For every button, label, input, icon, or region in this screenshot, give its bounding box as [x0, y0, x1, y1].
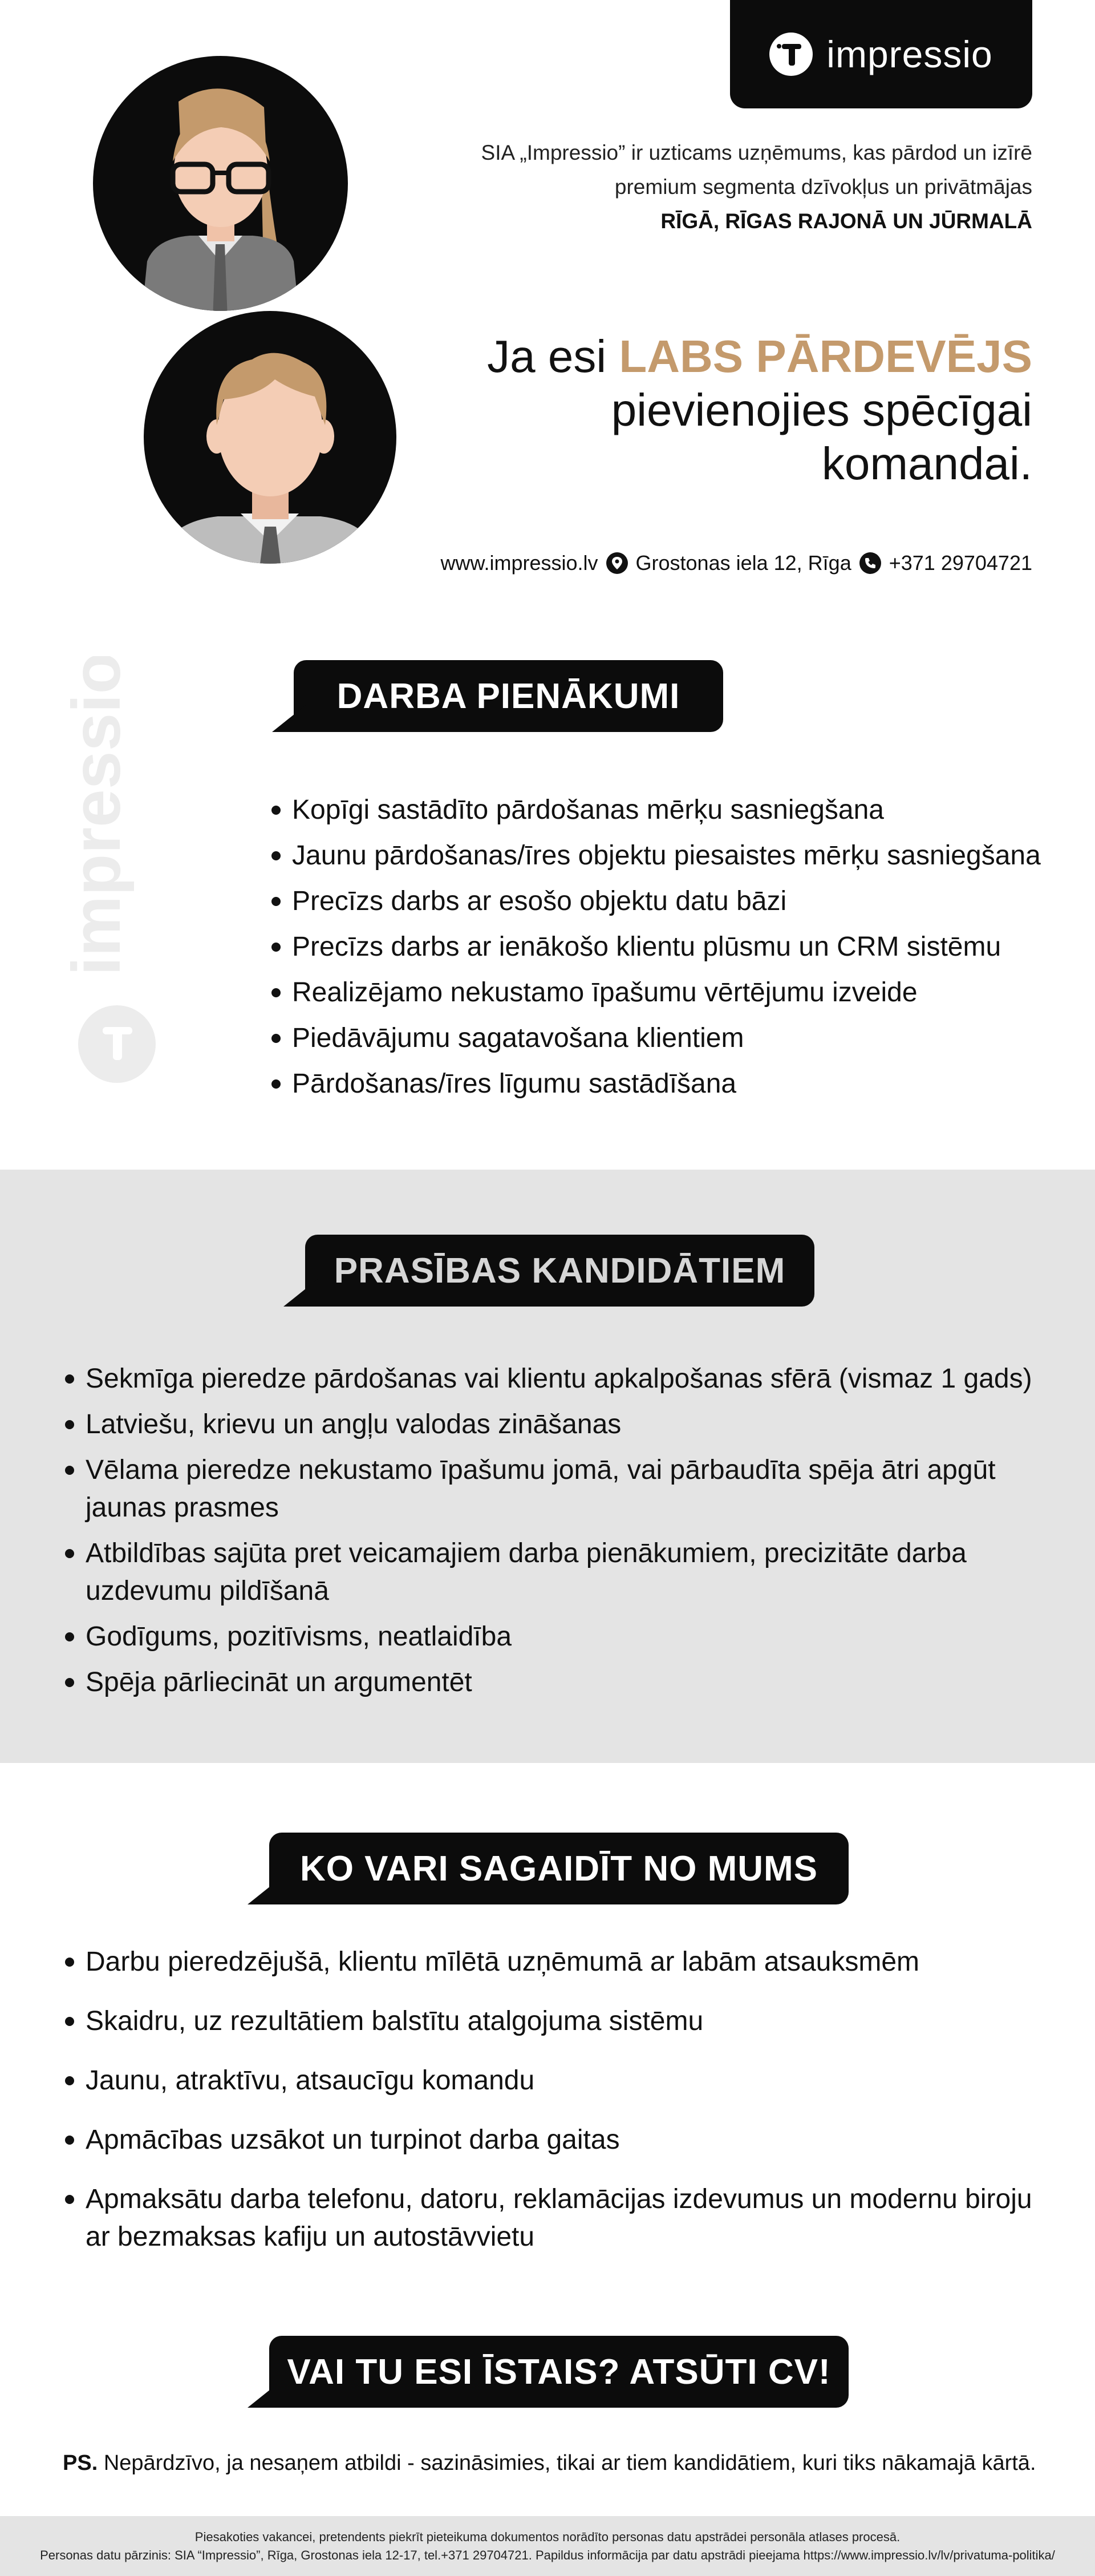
contact-bar [440, 551, 1032, 575]
list-item: Pārdošanas/īres līgumu sastādīšana [268, 1061, 1041, 1107]
brand-name: impressio [826, 33, 993, 75]
list-item: Apmācības uzsākot un turpinot darba gaitas [62, 2121, 1043, 2159]
tagline-line-2: pievienojies spēcīgai [611, 385, 1032, 435]
list-item: Piedāvājumu sagatavošana klientiem [268, 1016, 1041, 1061]
website-link[interactable]: www.impressio.lv [440, 551, 598, 575]
intro-line-2: premium segmenta dzīvokļus un privātmājas [614, 175, 1032, 199]
tagline-line-3: komandai. [821, 438, 1032, 489]
male-avatar-illustration [144, 311, 396, 564]
phone-link[interactable]: +371 29704721 [889, 551, 1032, 575]
list-item: Godīgums, pozitīvisms, neatlaidība [62, 1618, 1043, 1656]
offers-heading: KO VARI SAGAIDĪT NO MUMS [269, 1833, 849, 1904]
list-item: Sekmīga pieredze pārdošanas vai klientu apkalpošanas sfērā (vismaz 1 gads) [62, 1360, 1043, 1398]
list-item: Atbildības sajūta pret veicamajiem darba pienākumiem, precizitāte darba uzdevumu pildīšanā [62, 1535, 1043, 1610]
list-item: Skaidru, uz rezultātiem balstītu atalgojuma sistēmu [62, 2003, 1043, 2040]
company-intro [405, 136, 1032, 238]
tagline-line-1 [405, 330, 1032, 383]
apply-cta-heading[interactable]: VAI TU ESI ĪSTAIS? ATSŪTI CV! [269, 2336, 849, 2408]
tagline [405, 330, 1032, 491]
tagline-prefix: Ja esi [487, 331, 619, 382]
list-item: Kopīgi sastādīto pārdošanas mērķu sasniegšana [268, 787, 1041, 833]
duties-list [268, 787, 1041, 1107]
list-item: Jaunu pārdošanas/īres objektu piesaistes mērķu sasniegšana [268, 833, 1041, 879]
duties-heading: DARBA PIENĀKUMI [294, 660, 723, 732]
female-avatar-illustration [93, 56, 348, 311]
offers-list [62, 1943, 1043, 2278]
list-item: Precīzs darbs ar ienākošo klientu plūsmu un CRM sistēmu [268, 924, 1041, 970]
ps-label: PS. [63, 2451, 98, 2475]
phone-icon [859, 552, 881, 574]
list-item: Spēja pārliecināt un argumentēt [62, 1664, 1043, 1701]
list-item: Vēlama pieredze nekustamo īpašumu jomā, vai pārbaudīta spēja ātri apgūt jaunas prasmes [62, 1451, 1043, 1527]
footer-controller: Personas datu pārzinis: SIA “Impressio”, Rīga, Grostonas iela 12-17, tel.+371 29704721. Papildus informācija par datu apstrādi pieejama https://www.impressio.lv/lv/privatuma-politika/ [40, 2547, 1055, 2562]
requirements-list [62, 1360, 1043, 1709]
intro-locations: RĪGĀ, RĪGAS RAJONĀ UN JŪRMALĀ [660, 209, 1032, 233]
requirements-heading: PRASĪBAS KANDIDĀTIEM [305, 1235, 814, 1307]
list-item: Realizējamo nekustamo īpašumu vērtējumu izveide [268, 970, 1041, 1016]
ps-note [63, 2451, 1036, 2476]
logo-mark-icon [769, 33, 813, 76]
list-item: Darbu pieredzējušā, klientu mīlētā uzņēmumā ar labām atsauksmēm [62, 1943, 1043, 1981]
footer-consent: Piesakoties vakancei, pretendents piekrīt pieteikuma dokumentos norādīto personas datu apstrādei personāla atlases procesā. [194, 2529, 901, 2544]
brand-watermark [34, 656, 160, 1090]
location-pin-icon [606, 552, 628, 574]
brand-logo[interactable] [730, 0, 1032, 108]
address-text: Grostonas iela 12, Rīga [635, 551, 851, 575]
list-item: Apmaksātu darba telefonu, datoru, reklamācijas izdevumus un modernu biroju ar bezmaksas kafiju un autostāvvietu [62, 2181, 1043, 2256]
list-item: Latviešu, krievu un angļu valodas zināšanas [62, 1406, 1043, 1443]
privacy-footer [0, 2516, 1095, 2576]
svg-text:impressio: impressio [58, 656, 135, 976]
intro-line-1: SIA „Impressio” ir uzticams uzņēmums, kas pārdod un izīrē [481, 141, 1032, 164]
list-item: Jaunu, atraktīvu, atsaucīgu komandu [62, 2062, 1043, 2100]
list-item: Precīzs darbs ar esošo objektu datu bāzi [268, 879, 1041, 924]
ps-text: Nepārdzīvo, ja nesaņem atbildi - sazināsimies, tikai ar tiem kandidātiem, kuri tiks nākamajā kārtā. [103, 2451, 1036, 2475]
tagline-accent: LABS PĀRDEVĒJS [619, 331, 1032, 382]
